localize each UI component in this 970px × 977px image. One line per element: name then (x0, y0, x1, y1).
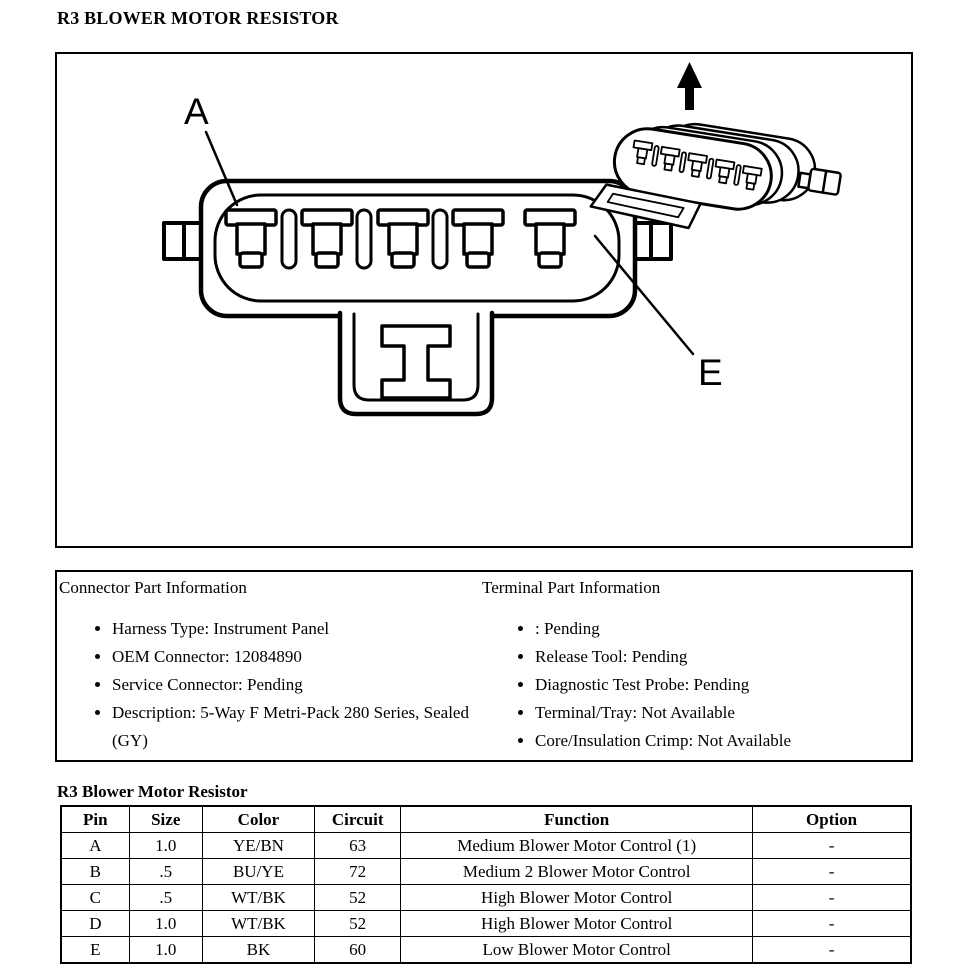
cell-pin: B (61, 859, 129, 885)
table-row (61, 937, 911, 964)
table-row (61, 885, 911, 911)
cell-color: WT/BK (202, 911, 314, 937)
list-item: • Diagnostic Test Probe: Pending (535, 671, 907, 699)
cell-circuit: 63 (315, 833, 401, 859)
table-header-row (61, 806, 911, 833)
column-header-option: Option (753, 806, 911, 833)
list-item: • Release Tool: Pending (535, 643, 907, 671)
connector-part-info-title: Connector Part Information (59, 578, 247, 597)
terminal-part-info-title: Terminal Part Information (482, 578, 661, 597)
connector-part-info-list (59, 615, 474, 755)
cell-pin: E (61, 937, 129, 964)
cell-color: YE/BN (202, 833, 314, 859)
part-information-box (55, 570, 913, 762)
pin-e-label: E (698, 352, 723, 393)
list-item: • Service Connector: Pending (112, 671, 474, 699)
cell-color: BK (202, 937, 314, 964)
cell-circuit: 52 (315, 885, 401, 911)
cell-option: - (753, 911, 911, 937)
cell-size: .5 (129, 859, 202, 885)
cell-option: - (753, 859, 911, 885)
list-item: • OEM Connector: 12084890 (112, 643, 474, 671)
list-item: • Harness Type: Instrument Panel (112, 615, 474, 643)
cell-size: .5 (129, 885, 202, 911)
cell-option: - (753, 885, 911, 911)
cell-function: Medium Blower Motor Control (1) (401, 833, 753, 859)
cell-circuit: 52 (315, 911, 401, 937)
connector-part-info-column (59, 577, 474, 755)
table-row (61, 859, 911, 885)
list-item: • Core/Insulation Crimp: Not Available (535, 727, 907, 755)
column-header-color: Color (202, 806, 314, 833)
cell-circuit: 72 (315, 859, 401, 885)
cell-function: Medium 2 Blower Motor Control (401, 859, 753, 885)
cell-option: - (753, 833, 911, 859)
pin-table-title: R3 Blower Motor Resistor (57, 782, 248, 801)
list-item: • : Pending (535, 615, 907, 643)
terminal-part-info-column (482, 577, 907, 755)
connector-diagram-box (55, 52, 913, 548)
index-slot (433, 210, 447, 268)
cell-function: Low Blower Motor Control (401, 937, 753, 964)
column-header-circuit: Circuit (315, 806, 401, 833)
cell-pin: C (61, 885, 129, 911)
list-item: • Description: 5-Way F Metri-Pack 280 Series, Sealed (GY) (112, 699, 474, 755)
column-header-pin: Pin (61, 806, 129, 833)
cell-option: - (753, 937, 911, 964)
list-item: • Terminal/Tray: Not Available (535, 699, 907, 727)
cell-size: 1.0 (129, 911, 202, 937)
pin-a-label: A (184, 91, 209, 132)
up-arrow-icon (677, 62, 702, 110)
cell-color: WT/BK (202, 885, 314, 911)
terminal-part-info-list (482, 615, 907, 755)
index-slot (357, 210, 371, 268)
cell-circuit: 60 (315, 937, 401, 964)
table-row (61, 911, 911, 937)
connector-face-diagram (57, 54, 911, 546)
cell-size: 1.0 (129, 937, 202, 964)
index-slot (282, 210, 296, 268)
table-row (61, 833, 911, 859)
cell-function: High Blower Motor Control (401, 911, 753, 937)
cell-color: BU/YE (202, 859, 314, 885)
pin-table (60, 805, 912, 964)
page-title: R3 BLOWER MOTOR RESISTOR (57, 8, 339, 28)
left-tab (164, 223, 204, 259)
cell-size: 1.0 (129, 833, 202, 859)
column-header-size: Size (129, 806, 202, 833)
column-header-function: Function (401, 806, 753, 833)
cell-pin: D (61, 911, 129, 937)
main-connector-drawing (201, 181, 635, 414)
cell-function: High Blower Motor Control (401, 885, 753, 911)
cell-pin: A (61, 833, 129, 859)
